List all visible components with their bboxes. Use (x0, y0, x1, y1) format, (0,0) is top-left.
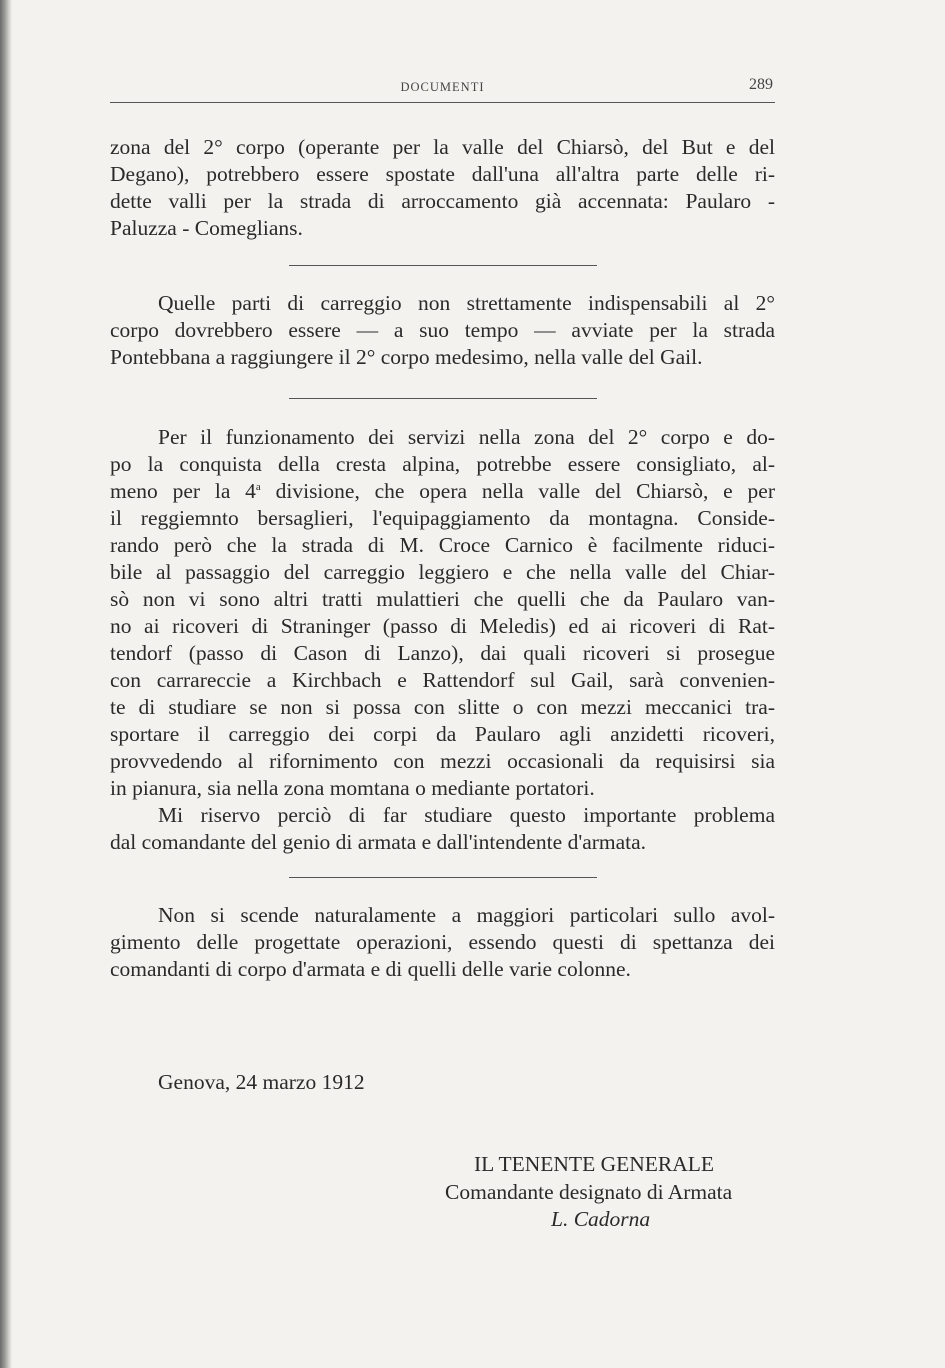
text-line: te di studiare se non si possa con slitte o con mezzi meccanici tra- (110, 695, 775, 719)
text-line: no ai ricoveri di Straninger (passo di Meledis) ed ai ricoveri di Rat- (110, 614, 775, 638)
page-binding-shadow (0, 0, 12, 1368)
paragraph-4 (110, 802, 775, 856)
ordinal-superscript: a (255, 480, 261, 493)
date-line: Genova, 24 marzo 1912 (158, 1070, 365, 1094)
text-fragment: meno per la 4 (110, 479, 256, 503)
paragraph-5 (110, 902, 775, 983)
section-separator (289, 877, 597, 878)
signature-role: Comandante designato di Armata (445, 1180, 733, 1204)
text-line: Quelle parti di carreggio non strettamente indispensabili al 2° (158, 291, 775, 315)
text-line: dette valli per la strada di arroccamento già accennata: Paularo - (110, 189, 775, 213)
text-line: tendorf (passo di Cason di Lanzo), dai quali ricoveri si prosegue (110, 641, 775, 665)
text-line: dal comandante del genio di armata e dall'intendente d'armata. (110, 830, 647, 854)
paragraph-1 (110, 134, 775, 242)
text-line: provvedendo al rifornimento con mezzi occasionali da requisirsi sia (110, 749, 775, 773)
running-head: DOCUMENTI (400, 80, 485, 94)
text-line: Pontebbana a raggiungere il 2° corpo medesimo, nella valle del Gail. (110, 345, 703, 369)
text-line: bile al passaggio del carreggio leggiero e che nella valle del Chiar- (110, 560, 775, 584)
text-line: rando però che la strada di M. Croce Carnico è facilmente riduci- (110, 533, 775, 557)
text-line: sportare il carreggio dei corpi da Paularo agli anzidetti ricoveri, (110, 722, 775, 746)
signature-name: L. Cadorna (551, 1207, 651, 1231)
text-fragment: divisione, che opera nella valle del Chiarsò, e per (260, 479, 775, 503)
text-line: Per il funzionamento dei servizi nella zona del 2° corpo e do- (158, 425, 775, 449)
text-line: Paluzza - Comeglians. (110, 216, 303, 240)
text-line: zona del 2° corpo (operante per la valle del Chiarsò, del But e del (110, 135, 775, 159)
text-line (110, 478, 775, 505)
section-separator (289, 398, 597, 399)
section-separator (289, 265, 597, 266)
text-line: Non si scende naturalamente a maggiori particolari sullo avol- (158, 903, 775, 927)
paragraph-3 (110, 424, 775, 802)
text-line: comandanti di corpo d'armata e di quelli delle varie colonne. (110, 957, 631, 981)
text-line: Degano), potrebbero essere spostate dall'una all'altra parte delle ri- (110, 162, 775, 186)
page-header (110, 76, 775, 103)
text-line: corpo dovrebbero essere — a suo tempo — avviate per la strada (110, 318, 775, 342)
text-line: il reggiemnto bersaglieri, l'equipaggiamento da montagna. Conside- (110, 506, 775, 530)
paragraph-2 (110, 290, 775, 371)
text-line: sò non vi sono altri tratti mulattieri che quelli che da Paularo van- (110, 587, 775, 611)
text-line: Mi riservo perciò di far studiare questo importante problema (158, 803, 775, 827)
text-line: in pianura, sia nella zona momtana o mediante portatori. (110, 776, 595, 800)
text-line: po la conquista della cresta alpina, potrebbe essere consigliato, al- (110, 452, 775, 476)
text-line: con carrareccie a Kirchbach e Rattendorf sul Gail, sarà convenien- (110, 668, 775, 692)
text-line: gimento delle progettate operazioni, essendo questi di spettanza dei (110, 930, 775, 954)
signature-rank: IL TENENTE GENERALE (474, 1152, 715, 1176)
page-number: 289 (749, 76, 773, 93)
